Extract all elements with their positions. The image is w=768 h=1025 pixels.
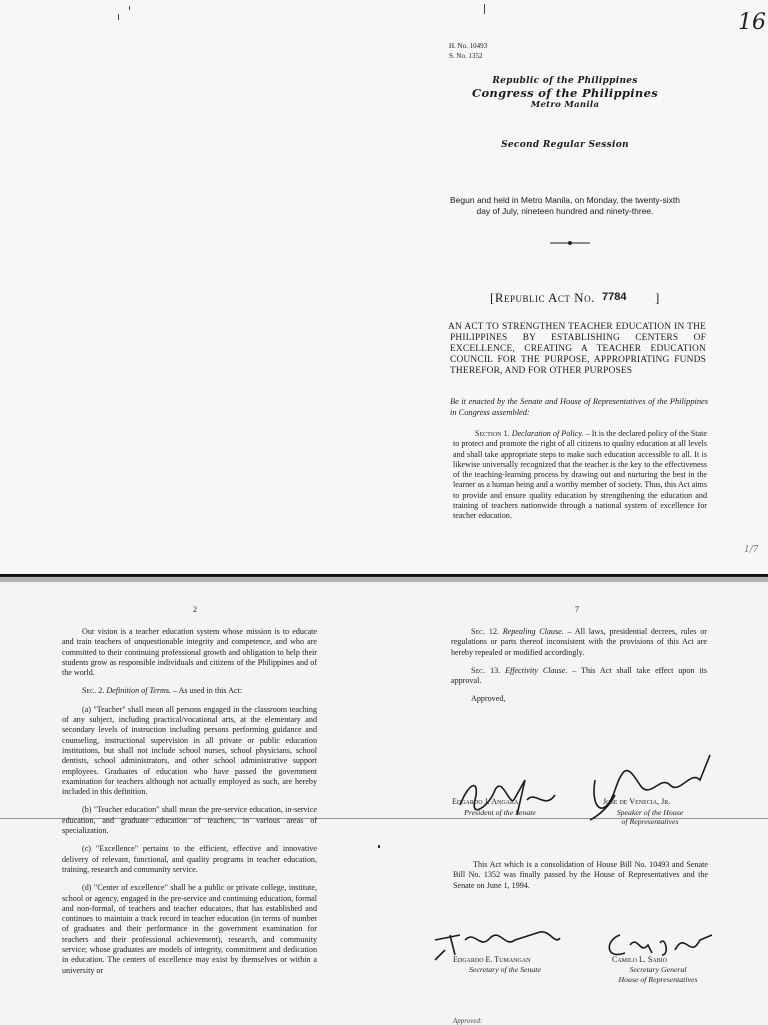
signatory-de-venecia-role-1: Speaker of the House bbox=[616, 808, 684, 817]
section-1-paragraph bbox=[453, 429, 707, 530]
footer-partial-text: Approved: bbox=[453, 1017, 483, 1025]
page-2-content bbox=[62, 627, 317, 984]
margin-note: 1/7 bbox=[744, 545, 759, 555]
section-13-paragraph bbox=[451, 666, 707, 687]
congress-header: Congress of the Philippines bbox=[472, 86, 658, 100]
definition-a: (a) "Teacher" shall mean all persons engaged in the classroom teaching of any subject, including practical/vocational arts, at the elementary and secondary levels of instruction including persons performing guidance and counseling, instructional supervision in all private or public education institutions, but shall not include school nurses, school physicians, school dentists, school administrators, and other school administrative support employees. Graduates of education who have passed the government examination for teachers although not actually employed as such, are hereby included in this definition. bbox=[62, 704, 317, 797]
section-2-text: – As used in this Act: bbox=[171, 686, 243, 696]
section-2-label: Sec. 2. bbox=[82, 686, 105, 696]
begun-line-1: Begun and held in Metro Manila, on Monday, the twenty-sixth bbox=[450, 195, 680, 205]
signatory-tumangan-role: Secretary of the Senate bbox=[469, 965, 541, 974]
section-1-label: Section 1. bbox=[475, 429, 510, 438]
page-7-number: 7 bbox=[575, 605, 579, 614]
signatory-de-venecia-name: Jose de Venecia, Jr. bbox=[603, 797, 671, 806]
section-12-paragraph bbox=[451, 627, 707, 658]
senate-bill-number: S. No. 1352 bbox=[449, 52, 483, 60]
section-2-title: Definition of Terms. bbox=[106, 686, 172, 696]
republic-act-label bbox=[490, 290, 595, 306]
republic-header: Republic of the Philippines bbox=[492, 76, 638, 86]
section-13-title: Effectivity Clause. bbox=[505, 665, 568, 675]
enacting-clause: Be it enacted by the Senate and House of Representatives of the Philippines in Congress assembled: bbox=[450, 397, 708, 417]
section-1-title: Declaration of Policy. bbox=[511, 429, 584, 438]
scan-speck bbox=[129, 6, 130, 10]
section-12-title: Repealing Clause. bbox=[502, 627, 564, 636]
consolidation-text: This Act which is a consolidation of House Bill No. 10493 and Senate Bill No. 1352 was finally passed by the House of Representatives and the Senate on June 1, 1994. bbox=[453, 860, 708, 890]
act-title: AN ACT TO STRENGTHEN TEACHER EDUCATION IN THE PHILIPPINES BY ESTABLISHING CENTERS OF EXCELLENCE, CREATING A TEACHER EDUCATION COUNCIL FOR THE PURPOSE, APPROPRIATING FUNDS THEREFOR, AND FOR OTHER PURPOSES bbox=[448, 322, 706, 376]
house-bill-number: H. No. 10493 bbox=[449, 42, 488, 50]
section-12-label: Sec. 12. bbox=[471, 627, 500, 636]
ornament-divider bbox=[550, 240, 590, 246]
signatory-sabio-role-2: House of Representatives bbox=[618, 975, 698, 984]
section-1-text: – It is the declared policy of the State to protect and promote the right of all citizens to quality education at all levels and shall take appropriate steps to make such education accessible to all. It is likewise universally recognized that the teacher is the key to the effectiveness of the teaching-learning process by drawing out and nurturing the best in the learner as a human being and a worthy member of society. Thus, this Act aims to provide and ensure quality education by strengthening the education and training of teachers nationwide through a national system of excellence for teacher education. bbox=[453, 429, 707, 521]
signatory-sabio-name: Camilo L. Sabio bbox=[612, 955, 668, 964]
signatory-sabio-role-1: Secretary General bbox=[629, 965, 687, 974]
signatory-tumangan-name: Edgardo E. Tumangan bbox=[453, 955, 531, 964]
handwritten-page-number: 16 bbox=[738, 10, 766, 35]
signatory-angara-role: President of the Senate bbox=[464, 808, 536, 817]
scan-speck bbox=[118, 14, 119, 20]
definition-c: (c) "Excellence" pertains to the efficient, effective and innovative delivery of relevant, functional, and quality programs in teacher education, training, research and community service. bbox=[62, 844, 317, 874]
metro-manila-header: Metro Manila bbox=[530, 100, 600, 110]
section-2-paragraph bbox=[62, 686, 317, 696]
republic-act-close-bracket: ] bbox=[655, 290, 660, 305]
ra-label-text: [Republic Act No. bbox=[490, 290, 595, 305]
republic-act-number: 7784 bbox=[602, 291, 627, 303]
consolidation-paragraph bbox=[453, 860, 708, 899]
session-header: Second Regular Session bbox=[501, 140, 629, 150]
page-2-number: 2 bbox=[193, 605, 197, 614]
section-13-label: Sec. 13. bbox=[471, 665, 501, 675]
vision-paragraph: Our vision is a teacher education system whose mission is to educate and train teachers of unquestionable integrity and competence, and who are committed to their continuing professional growth and obligation to help their students grow as responsible individuals and citizens of the Philippines and of the world. bbox=[62, 627, 317, 678]
scan-shadow bbox=[0, 576, 768, 582]
scan-speck bbox=[484, 4, 485, 14]
signatory-de-venecia-role-2: of Representatives bbox=[621, 817, 679, 826]
approved-label: Approved, bbox=[471, 694, 506, 704]
scan-speck bbox=[378, 845, 380, 848]
begun-line-2: day of July, nineteen hundred and ninety-three. bbox=[476, 206, 654, 216]
section-12-text: – All laws, presidential decrees, rules or regulations or parts thereof inconsistent with the provisions of this Act are hereby repealed or modified accordingly. bbox=[451, 627, 707, 657]
definition-b: (b) "Teacher education" shall mean the pre-service education, in-service education, and graduate education of teachers, in various areas of specialization. bbox=[62, 805, 317, 836]
definition-d: (d) "Center of excellence" shall be a public or private college, institute, school or agency, engaged in the pre-service and continuing education, formal and non-formal, of teachers and teacher educators, that has established and continues to maintain a track record in teacher education (in terms of number of graduates and their performance in the government examination for teachers and their professional achievement), research, and community service; whose graduates are models of integrity, commitment and dedication in education. The centers of excellence may exist by themselves or within a university or bbox=[62, 883, 317, 975]
signatory-angara-name: Edgardo J. Angara bbox=[452, 797, 519, 806]
page-7-content bbox=[451, 627, 707, 713]
section-13-text: – This Act shall take effect upon its approval. bbox=[451, 665, 707, 686]
